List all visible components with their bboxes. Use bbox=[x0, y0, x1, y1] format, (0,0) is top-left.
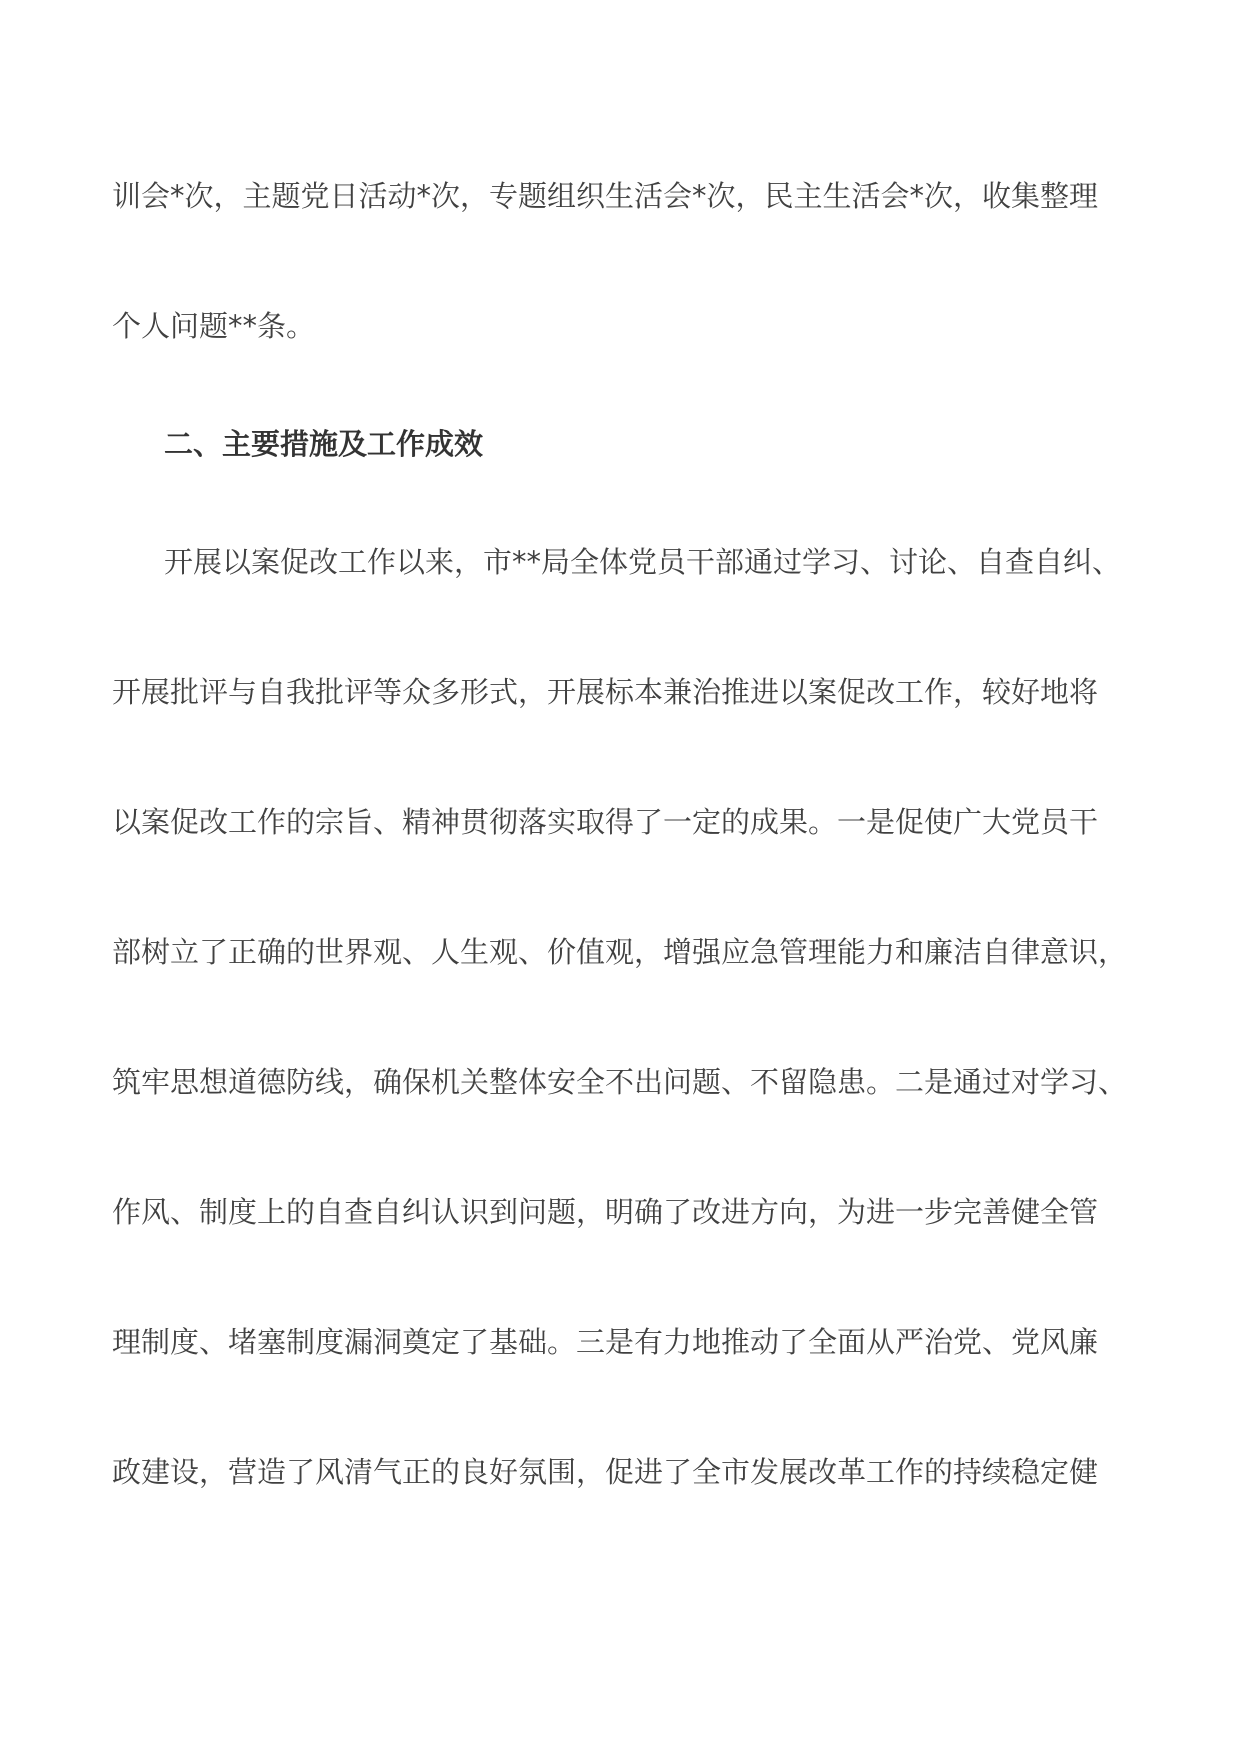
paragraph-line: 开展批评与自我批评等众多形式，开展标本兼治推进以案促改工作，较好地将 bbox=[112, 675, 1099, 709]
paragraph-line: 开展以案促改工作以来，市**局全体党员干部通过学习、讨论、自查自纠、 bbox=[164, 545, 1122, 579]
section-heading: 二、主要措施及工作成效 bbox=[164, 427, 484, 461]
paragraph-line: 作风、制度上的自查自纠认识到问题，明确了改进方向，为进一步完善健全管 bbox=[112, 1195, 1099, 1229]
paragraph-line: 训会*次，主题党日活动*次，专题组织生活会*次，民主生活会*次，收集整理 bbox=[112, 179, 1099, 213]
paragraph-line: 筑牢思想道德防线，确保机关整体安全不出问题、不留隐患。二是通过对学习、 bbox=[112, 1065, 1128, 1099]
paragraph-line: 政建设，营造了风清气正的良好氛围，促进了全市发展改革工作的持续稳定健 bbox=[112, 1455, 1099, 1489]
paragraph-line: 理制度、堵塞制度漏洞奠定了基础。三是有力地推动了全面从严治党、党风廉 bbox=[112, 1325, 1099, 1359]
paragraph-line: 个人问题**条。 bbox=[112, 309, 316, 343]
paragraph-line: 以案促改工作的宗旨、精神贯彻落实取得了一定的成果。一是促使广大党员干 bbox=[112, 805, 1099, 839]
paragraph-line: 部树立了正确的世界观、人生观、价值观，增强应急管理能力和廉洁自律意识， bbox=[112, 935, 1128, 969]
